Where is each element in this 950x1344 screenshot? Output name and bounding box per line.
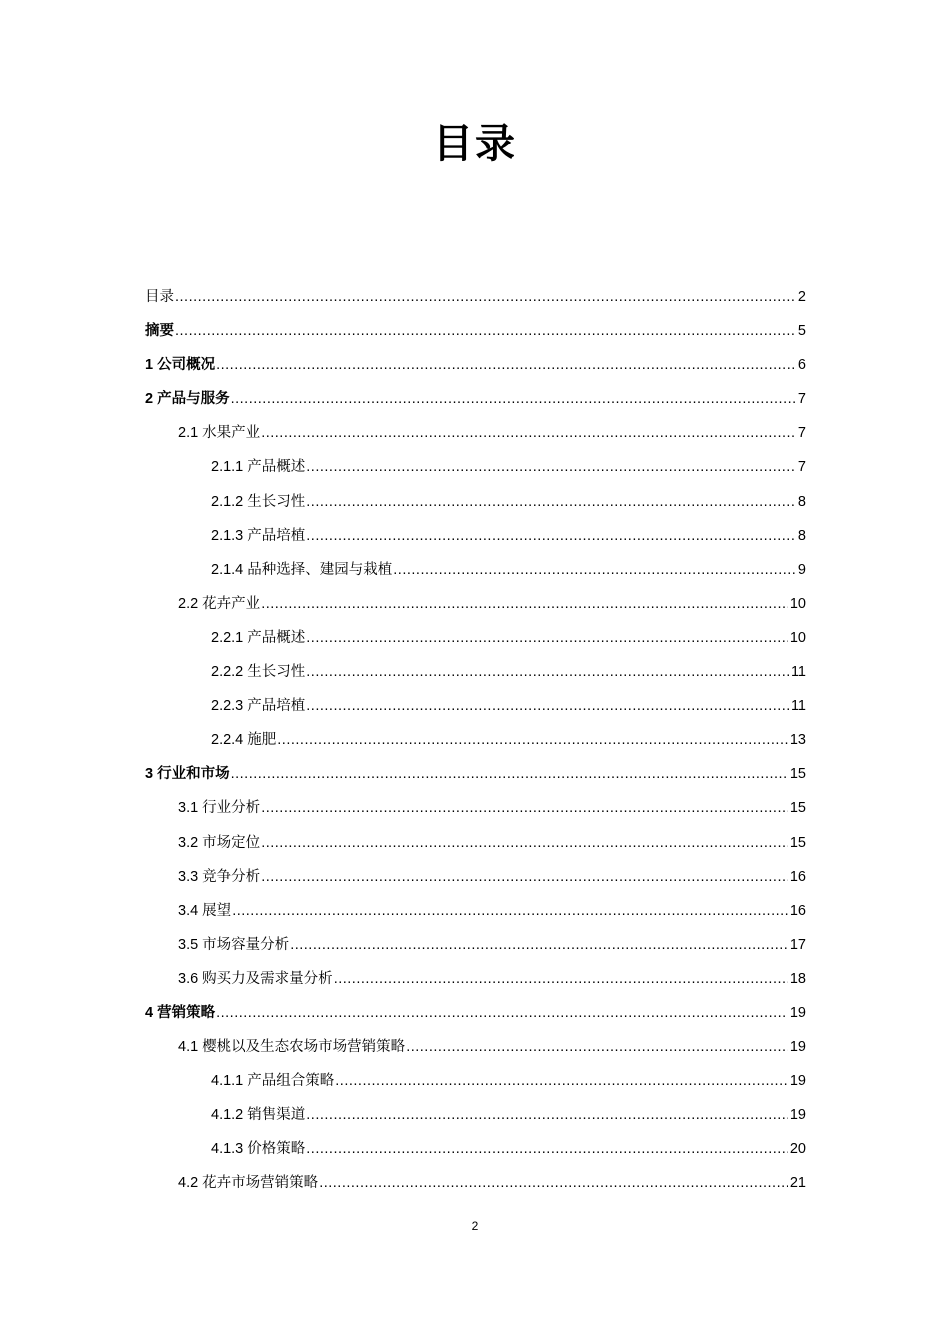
toc-entry-page: 8 [797,527,806,544]
toc-dot-leader [334,962,788,996]
toc-entry-label: 2.1.2 生长习性 [211,493,306,510]
toc-entry[interactable] [145,553,806,587]
toc-dot-leader [306,621,788,655]
toc-dot-leader [261,416,796,450]
toc-entry-label: 4.2 花卉市场营销策略 [178,1175,319,1192]
toc-entry-page: 15 [789,800,806,817]
toc-entry[interactable] [145,860,806,894]
toc-entry-page: 20 [789,1141,806,1158]
toc-entry-page: 7 [797,459,806,476]
toc-entry-label: 4.1.2 销售渠道 [211,1107,306,1124]
toc-entry-label: 目录 [145,289,174,305]
toc-entry-page: 10 [789,629,806,646]
toc-dot-leader [306,485,796,519]
toc-entry[interactable] [145,1132,806,1166]
toc-dot-leader [261,587,788,621]
toc-entry[interactable] [145,826,806,860]
toc-dot-leader [393,553,796,587]
toc-dot-leader [277,723,788,757]
toc-entry-page: 8 [797,493,806,510]
toc-dot-leader [175,280,796,314]
toc-entry-label: 2.1.4 品种选择、建园与栽植 [211,561,393,578]
toc-entry[interactable] [145,382,806,416]
toc-dot-leader [306,1098,788,1132]
toc-entry[interactable] [145,962,806,996]
toc-entry[interactable] [145,1030,806,1064]
toc-entry-label: 2.2.1 产品概述 [211,629,306,646]
toc-dot-leader [175,314,796,348]
toc-entry-label: 3.2 市场定位 [178,834,261,851]
toc-entry-label: 1 公司概况 [145,357,216,374]
toc-entry[interactable] [145,587,806,621]
toc-dot-leader [306,450,796,484]
toc-entry[interactable] [145,348,806,382]
toc-entry-page: 6 [797,357,806,374]
toc-dot-leader [261,860,788,894]
toc-entry[interactable] [145,1098,806,1132]
toc-entry[interactable] [145,280,806,314]
toc-entry[interactable] [145,450,806,484]
toc-entry-page: 19 [789,1039,806,1056]
toc-dot-leader [261,826,788,860]
toc-entry[interactable] [145,757,806,791]
toc-dot-leader [232,894,788,928]
toc-entry-label: 3.1 行业分析 [178,800,261,817]
toc-entry-page: 19 [789,1107,806,1124]
toc-dot-leader [216,996,788,1030]
toc-entry-label: 2 产品与服务 [145,391,230,408]
toc-entry[interactable] [145,621,806,655]
toc-entry-page: 10 [789,595,806,612]
toc-entry[interactable] [145,314,806,348]
toc-entry-page: 19 [789,1073,806,1090]
toc-entry-label: 2.2 花卉产业 [178,595,261,612]
toc-entry-page: 7 [797,425,806,442]
toc-dot-leader [306,689,789,723]
toc-entry-label: 4.1.3 价格策略 [211,1141,306,1158]
toc-entry[interactable] [145,416,806,450]
toc-entry-page: 13 [789,732,806,749]
toc-dot-leader [306,519,796,553]
toc-dot-leader [261,791,788,825]
toc-entry[interactable] [145,1064,806,1098]
toc-entry-page: 5 [797,323,806,340]
toc-entry[interactable] [145,519,806,553]
toc-entry-page: 11 [790,698,806,715]
toc-entry-page: 16 [789,868,806,885]
page-title: 目录 [433,122,517,166]
toc-entry-label: 2.1 水果产业 [178,425,261,442]
toc-entry-label: 4.1 樱桃以及生态农场市场营销策略 [178,1039,406,1056]
toc-entry-page: 19 [789,1004,806,1021]
toc-dot-leader [231,757,788,791]
toc-entry-page: 2 [797,289,806,305]
toc-entry-label: 2.2.2 生长习性 [211,664,306,681]
toc-entry[interactable] [145,723,806,757]
toc-entry-page: 7 [797,391,806,408]
toc-entry-label: 2.2.4 施肥 [211,732,277,749]
toc-entry-label: 3.5 市场容量分析 [178,936,290,953]
toc-dot-leader [306,1132,788,1166]
toc-entry[interactable] [145,689,806,723]
toc-entry[interactable] [145,996,806,1030]
toc-entry-page: 21 [789,1175,806,1192]
toc-entry-page: 9 [797,561,806,578]
toc-entry-label: 2.2.3 产品培植 [211,698,306,715]
toc-entry-label: 2.1.1 产品概述 [211,459,306,476]
toc-entry[interactable] [145,894,806,928]
toc-entry-page: 18 [789,970,806,987]
toc-entry-page: 15 [789,834,806,851]
table-of-contents [145,280,806,1201]
toc-entry[interactable] [145,1166,806,1200]
toc-entry-page: 16 [789,902,806,919]
toc-dot-leader [216,348,796,382]
toc-entry-page: 17 [789,936,806,953]
toc-dot-leader [306,655,789,689]
toc-entry-page: 15 [789,766,806,783]
toc-entry[interactable] [145,485,806,519]
toc-entry-label: 3 行业和市场 [145,766,230,783]
toc-entry-label: 4.1.1 产品组合策略 [211,1073,335,1090]
toc-entry-label: 3.6 购买力及需求量分析 [178,970,333,987]
toc-entry[interactable] [145,791,806,825]
toc-dot-leader [231,382,796,416]
toc-dot-leader [406,1030,788,1064]
toc-entry-label: 3.3 竞争分析 [178,868,261,885]
toc-dot-leader [319,1166,788,1200]
toc-entry[interactable] [145,928,806,962]
toc-entry-label: 摘要 [145,323,174,340]
page-number: 2 [471,1219,479,1233]
toc-entry[interactable] [145,655,806,689]
toc-entry-label: 4 营销策略 [145,1004,216,1021]
toc-entry-label: 3.4 展望 [178,902,232,919]
toc-entry-label: 2.1.3 产品培植 [211,527,306,544]
toc-entry-page: 11 [790,664,806,681]
toc-dot-leader [335,1064,788,1098]
toc-dot-leader [290,928,788,962]
